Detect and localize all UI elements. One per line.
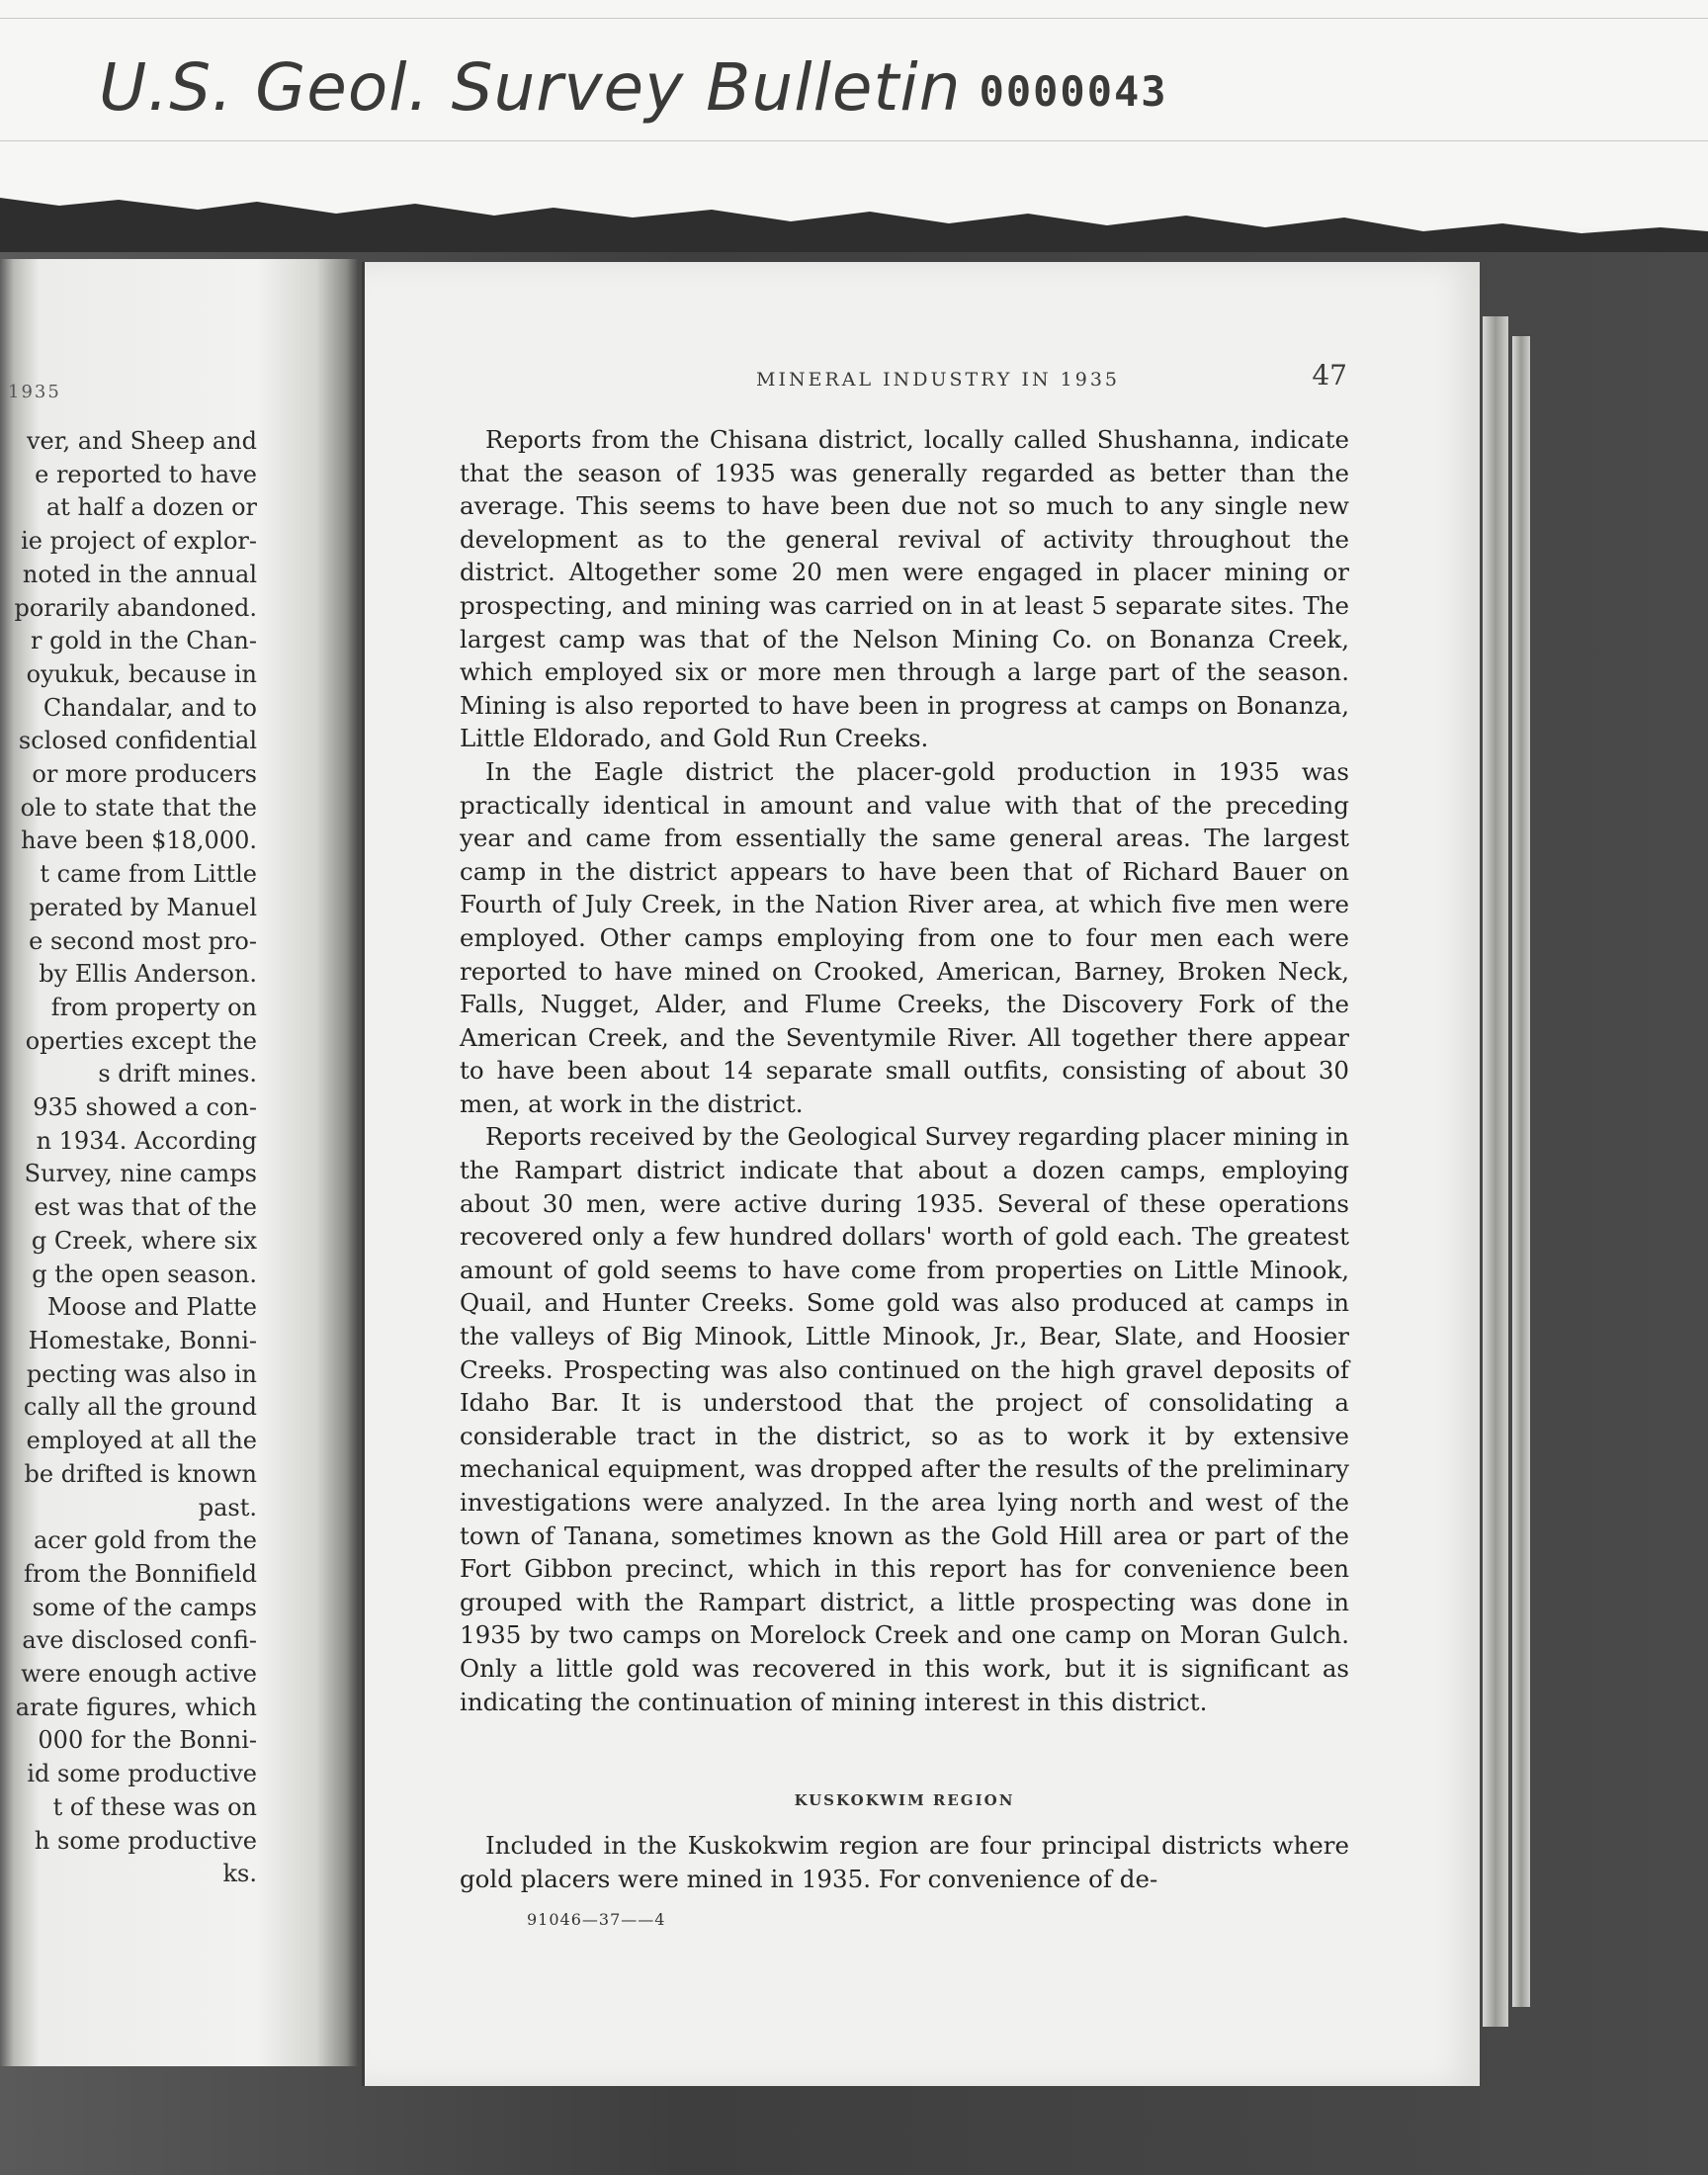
page-stack-edge: [1512, 336, 1530, 2007]
left-page-line: e second most pro-: [29, 926, 257, 955]
left-page-line: est was that of the: [34, 1193, 257, 1222]
left-page-line: at half a dozen or: [45, 493, 257, 522]
left-page-line: sclosed confidential: [18, 727, 257, 755]
running-head: MINERAL INDUSTRY IN 1935: [755, 369, 1121, 391]
left-page-line: cally all the ground: [23, 1393, 257, 1422]
left-page-line: 000 for the Bonni-: [38, 1726, 257, 1755]
left-page-line: noted in the annual: [22, 560, 257, 588]
body-text: [460, 423, 1349, 1718]
left-page-line: Moose and Platte: [46, 1293, 257, 1322]
left-page-line: porarily abandoned.: [14, 593, 257, 622]
left-page-line: ole to state that the: [20, 793, 257, 822]
left-page-line: ver, and Sheep and: [26, 427, 257, 455]
main-page: [362, 262, 1480, 2086]
left-page-line: r gold in the Chan-: [31, 627, 257, 655]
left-page-line: oyukuk, because in: [26, 659, 257, 688]
left-page-line: g the open season.: [32, 1260, 257, 1288]
document-stamp-number: 0000043: [979, 67, 1168, 117]
left-page-line: Survey, nine camps: [24, 1160, 257, 1188]
left-page-line: or more producers: [32, 760, 257, 789]
left-page-line: employed at all the: [26, 1427, 257, 1455]
left-page-text: [10, 425, 257, 1891]
left-page-line: arate figures, which: [15, 1693, 257, 1721]
left-page-line: perated by Manuel: [29, 893, 257, 921]
left-page-line: id some productive: [27, 1760, 257, 1788]
section-heading: KUSKOKWIM REGION: [794, 1791, 1015, 1809]
left-page-line: from the Bonnifield: [23, 1559, 257, 1588]
left-page-line: past.: [198, 1493, 257, 1522]
left-page-line: g Creek, where six: [31, 1226, 257, 1255]
left-page-line: t came from Little: [40, 860, 257, 889]
handwritten-label: U.S. Geol. Survey Bulletin: [99, 49, 962, 126]
paragraph-eagle: In the Eagle district the placer-gold production in 1935 was practically identical in amount and value with that of the preceding year and came from essentially the same general areas. The largest camp in the district appears to have been that of Richard Bauer on Fourth of July Creek, in the Nation River area, at which five men were employed. Other camps employing from one to four men each were reported to have mined on Crooked, American, Barney, Broken Neck, Falls, Nugget, Alder, and Flume Creeks, the Discovery Fork of the American Creek, and the Seventymile River. All together there appear to have been about 14 separate small outfits, consisting of about 30 men, at work in the district.: [460, 756, 1349, 1118]
left-page-line: operties except the: [25, 1026, 257, 1055]
left-page-line: ks.: [222, 1860, 257, 1888]
left-page-line: ie project of explor-: [21, 527, 257, 556]
signature-mark: 91046—37——4: [527, 1910, 666, 1929]
section-text: [460, 1829, 1349, 1895]
left-page-running-head: 1935: [8, 382, 61, 402]
left-page-line: pecting was also in: [26, 1359, 257, 1388]
left-page-line: 935 showed a con-: [33, 1093, 257, 1122]
paragraph-rampart: Reports received by the Geological Survey regarding placer mining in the Rampart district indicate that about a dozen camps, employing about 30 men, were active during 1935. Several of these operations recovered only a few hundred dollars' worth of gold each. The greatest amount of gold seems to have come from properties on Little Minook, Quail, and Hunter Creeks. Some gold was also produced at camps in the valleys of Big Minook, Little Minook, Jr., Bear, Slate, and Hoosier Creeks. Prospecting was also continued on the high gravel deposits of Idaho Bar. It is understood that the project of consolidating a considerable tract in the district, so as to work it by extensive mechanical equipment, was dropped after the results of the preliminary investigations were analyzed. In the area lying north and west of the town of Tanana, sometimes known as the Gold Hill area or part of the Fort Gibbon precinct, which in this report has for convenience been grouped with the Rampart district, a little prospecting was done in 1935 by two camps on Morelock Creek and one camp on Moran Gulch. Only a little gold was recovered in this work, but it is significant as indicating the continuation of mining interest in this district.: [460, 1122, 1349, 1716]
left-page-line: were enough active: [21, 1660, 257, 1689]
left-page-line: ave disclosed confi-: [22, 1626, 257, 1655]
left-page-line: s drift mines.: [98, 1060, 257, 1088]
left-page-line: Homestake, Bonni-: [28, 1326, 257, 1354]
paragraph-chisana: Reports from the Chisana district, locally called Shushanna, indicate that the season of 1935 was generally regarded as better than the average. This seems to have been due not so much to any single new development as to the general revival of activity throughout the district. Altogether some 20 men were engaged in placer mining or prospecting, and mining was carried on in at least 5 separate sites. The largest camp was that of the Nelson Mining Co. on Bonanza Creek, which employed six or more men through a large part of the season. Mining is also reported to have been in progress at camps on Bonanza, Little Eldorado, and Gold Run Creeks.: [460, 425, 1349, 753]
left-page-line: n 1934. According: [36, 1126, 257, 1155]
page-stack-edge: [1483, 316, 1508, 2027]
left-page-line: Chandalar, and to: [43, 693, 257, 722]
left-facing-page: [0, 259, 358, 2066]
left-page-line: h some productive: [34, 1826, 257, 1855]
left-page-line: be drifted is known: [24, 1459, 257, 1488]
left-page-line: t of these was on: [52, 1792, 257, 1821]
left-page-line: from property on: [50, 993, 257, 1021]
page-number: 47: [1312, 359, 1347, 392]
left-page-line: have been $18,000.: [21, 826, 257, 855]
left-page-line: acer gold from the: [33, 1526, 257, 1555]
handwritten-annotation: [99, 49, 1334, 148]
left-page-line: by Ellis Anderson.: [39, 960, 257, 989]
left-page-line: e reported to have: [35, 460, 257, 488]
paragraph-kuskokwim: Included in the Kuskokwim region are four principal districts where gold placers were mined in 1935. For convenience of de-: [460, 1831, 1349, 1893]
left-page-line: some of the camps: [32, 1593, 257, 1621]
